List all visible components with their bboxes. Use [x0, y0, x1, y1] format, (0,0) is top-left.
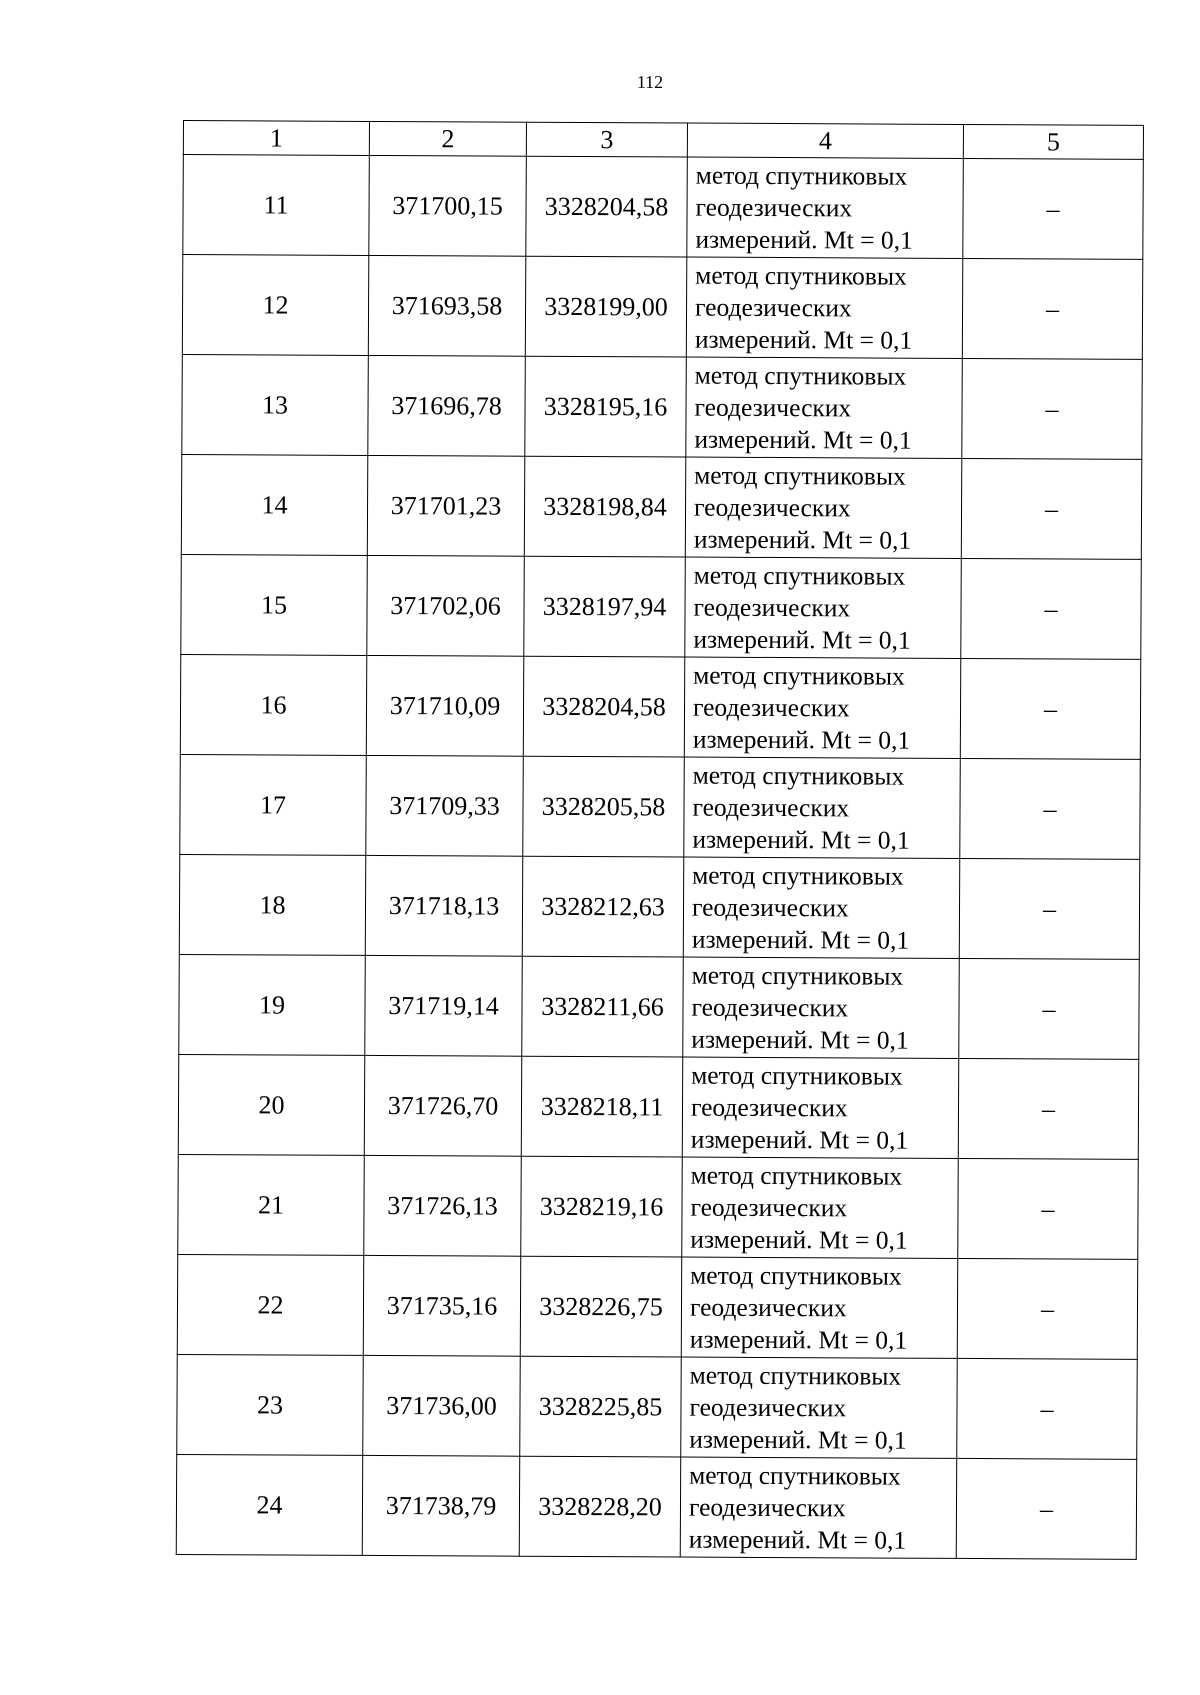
table-row: [178, 1154, 1138, 1259]
method-line: измерений. Mt = 0,1: [694, 424, 912, 455]
x-coordinate-cell: 371718,13: [365, 855, 523, 956]
coordinates-table-container: [176, 120, 1143, 1560]
y-coordinate-cell: 3328195,16: [525, 356, 687, 457]
x-coordinate-cell: 371719,14: [365, 955, 523, 1056]
point-number-cell: 20: [178, 1054, 365, 1155]
method-line: метод спутниковых: [694, 460, 906, 491]
note-cell: –: [957, 1258, 1138, 1359]
method-line: метод спутниковых: [692, 760, 905, 791]
y-coordinate-cell: 3328212,63: [522, 856, 684, 957]
method-line: метод спутниковых: [693, 660, 905, 691]
method-line: измерений. Mt = 0,1: [690, 1224, 908, 1255]
x-coordinate-cell: 371735,16: [363, 1255, 521, 1356]
page-number: 112: [636, 72, 664, 92]
point-number-cell: 14: [181, 454, 368, 555]
method-line: геодезических: [692, 792, 850, 822]
table-row: [179, 954, 1139, 1059]
method-cell: [680, 1457, 957, 1558]
note-cell: –: [957, 1358, 1138, 1459]
table-row: [182, 354, 1142, 459]
point-number-cell: 12: [182, 255, 369, 356]
method-line: метод спутниковых: [690, 1160, 903, 1191]
method-cell: [685, 557, 962, 658]
table-row: [181, 454, 1141, 559]
column-header-4: 4: [687, 123, 963, 158]
y-coordinate-cell: 3328204,58: [526, 156, 688, 257]
header-row: [183, 121, 1143, 160]
y-coordinate-cell: 3328205,58: [523, 756, 685, 857]
method-line: геодезических: [693, 492, 851, 522]
note-cell: –: [958, 1158, 1139, 1259]
method-cell: [683, 957, 960, 1058]
method-line: измерений. Mt = 0,1: [688, 1524, 907, 1555]
note-cell: –: [960, 658, 1141, 759]
method-line: геодезических: [690, 1092, 848, 1122]
method-line: измерений. Mt = 0,1: [689, 1324, 908, 1355]
column-header-2: 2: [369, 121, 526, 156]
table-row: [176, 1454, 1136, 1559]
table-row: [179, 854, 1139, 959]
y-coordinate-cell: 3328228,20: [519, 1456, 681, 1557]
method-line: метод спутниковых: [691, 1060, 903, 1091]
table-row: [177, 1354, 1137, 1459]
method-line: измерений. Mt = 0,1: [691, 924, 910, 955]
x-coordinate-cell: 371696,78: [368, 355, 526, 456]
method-cell: [687, 157, 964, 258]
method-cell: [683, 857, 960, 958]
table-row: [181, 554, 1141, 659]
x-coordinate-cell: 371736,00: [363, 1355, 521, 1456]
x-coordinate-cell: 371701,23: [367, 455, 525, 556]
method-cell: [684, 657, 961, 758]
x-coordinate-cell: 371700,15: [369, 155, 527, 256]
point-number-cell: 17: [180, 754, 367, 855]
note-cell: –: [959, 858, 1140, 959]
method-line: геодезических: [689, 1292, 847, 1322]
method-line: геодезических: [689, 1392, 847, 1422]
note-cell: –: [961, 458, 1142, 559]
method-line: измерений. Mt = 0,1: [692, 824, 910, 855]
method-line: геодезических: [694, 392, 852, 422]
note-cell: –: [962, 358, 1143, 459]
point-number-cell: 18: [179, 854, 366, 955]
y-coordinate-cell: 3328226,75: [520, 1256, 682, 1357]
note-cell: –: [960, 758, 1141, 859]
y-coordinate-cell: 3328218,11: [521, 1056, 683, 1157]
method-cell: [685, 457, 962, 558]
y-coordinate-cell: 3328211,66: [522, 956, 684, 1057]
method-line: метод спутниковых: [693, 560, 906, 591]
method-line: метод спутниковых: [690, 1260, 902, 1291]
point-number-cell: 16: [180, 654, 367, 755]
y-coordinate-cell: 3328225,85: [520, 1356, 682, 1457]
method-line: метод спутниковых: [695, 260, 907, 291]
x-coordinate-cell: 371738,79: [362, 1455, 520, 1556]
method-line: метод спутниковых: [689, 1360, 902, 1391]
table-row: [177, 1254, 1137, 1359]
method-cell: [681, 1357, 958, 1458]
method-cell: [686, 357, 963, 458]
method-line: геодезических: [690, 1192, 848, 1222]
method-line: метод спутниковых: [694, 360, 907, 391]
y-coordinate-cell: 3328197,94: [524, 556, 686, 657]
point-number-cell: 15: [181, 554, 368, 655]
method-line: измерений. Mt = 0,1: [690, 1124, 909, 1155]
point-number-cell: 23: [177, 1354, 364, 1455]
method-line: измерений. Mt = 0,1: [695, 224, 913, 255]
method-line: измерений. Mt = 0,1: [693, 524, 912, 555]
method-line: измерений. Mt = 0,1: [691, 1024, 909, 1055]
method-line: геодезических: [688, 1492, 846, 1522]
point-number-cell: 21: [178, 1154, 365, 1255]
note-cell: –: [959, 958, 1140, 1059]
method-line: метод спутниковых: [692, 860, 904, 891]
x-coordinate-cell: 371726,70: [364, 1055, 522, 1156]
method-cell: [686, 257, 963, 358]
x-coordinate-cell: 371693,58: [368, 255, 526, 356]
y-coordinate-cell: 3328198,84: [524, 456, 686, 557]
table-row: [178, 1054, 1138, 1159]
table-body: [176, 155, 1143, 1560]
column-header-5: 5: [963, 124, 1143, 159]
method-line: измерений. Mt = 0,1: [694, 324, 913, 355]
method-line: метод спутниковых: [689, 1460, 901, 1491]
method-line: геодезических: [691, 992, 849, 1022]
point-number-cell: 24: [176, 1454, 363, 1555]
x-coordinate-cell: 371710,09: [366, 655, 524, 756]
method-cell: [681, 1257, 958, 1358]
point-number-cell: 11: [183, 155, 370, 256]
note-cell: –: [963, 158, 1144, 259]
table-row: [183, 155, 1143, 260]
point-number-cell: 22: [177, 1254, 364, 1355]
table-row: [180, 654, 1140, 759]
note-cell: –: [956, 1458, 1137, 1559]
point-number-cell: 13: [182, 354, 369, 455]
note-cell: –: [962, 258, 1143, 359]
column-header-1: 1: [183, 121, 369, 156]
table-row: [180, 754, 1140, 859]
y-coordinate-cell: 3328199,00: [525, 256, 687, 357]
method-cell: [682, 1057, 959, 1158]
column-header-3: 3: [526, 122, 687, 157]
method-line: измерений. Mt = 0,1: [693, 624, 911, 655]
x-coordinate-cell: 371726,13: [364, 1155, 522, 1256]
y-coordinate-cell: 3328219,16: [521, 1156, 683, 1257]
coordinates-table: [176, 120, 1144, 1560]
method-line: измерений. Mt = 0,1: [689, 1424, 907, 1455]
method-line: геодезических: [691, 892, 849, 922]
note-cell: –: [958, 1058, 1139, 1159]
method-line: метод спутниковых: [691, 960, 904, 991]
x-coordinate-cell: 371702,06: [367, 555, 525, 656]
x-coordinate-cell: 371709,33: [366, 755, 524, 856]
method-cell: [684, 757, 961, 858]
method-line: геодезических: [694, 292, 852, 322]
table-header: [183, 121, 1143, 160]
method-line: геодезических: [695, 192, 853, 222]
method-line: метод спутниковых: [695, 160, 908, 191]
point-number-cell: 19: [179, 954, 366, 1055]
method-cell: [682, 1157, 959, 1258]
method-line: геодезических: [692, 692, 850, 722]
method-line: измерений. Mt = 0,1: [692, 724, 911, 755]
method-line: геодезических: [693, 592, 851, 622]
table-row: [182, 255, 1142, 360]
y-coordinate-cell: 3328204,58: [523, 656, 685, 757]
note-cell: –: [961, 558, 1142, 659]
